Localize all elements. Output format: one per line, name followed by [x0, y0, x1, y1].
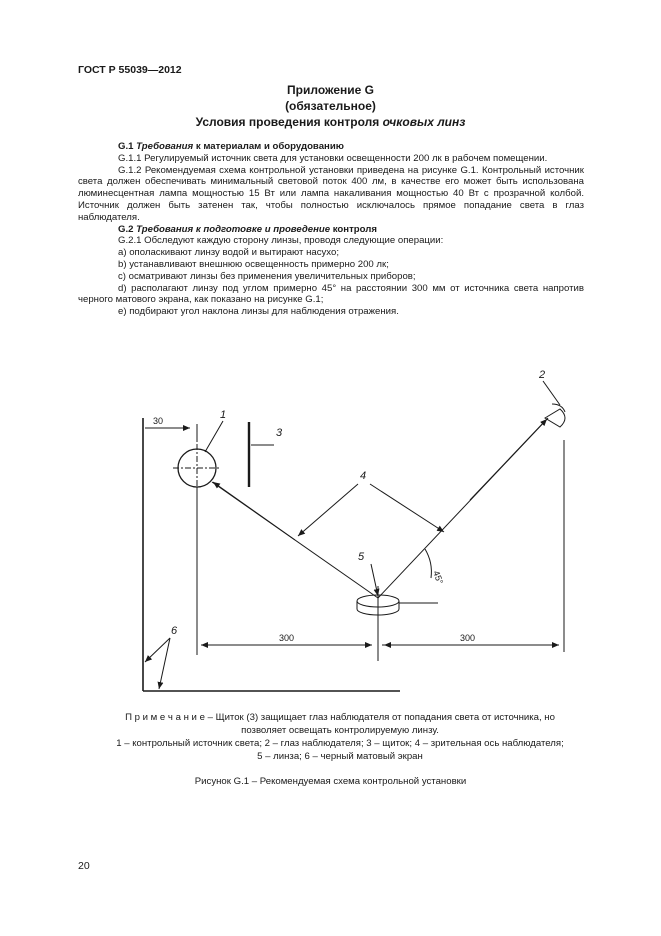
- arrow-to-source: [213, 482, 295, 540]
- figure-caption: Рисунок G.1 – Рекомендуемая схема контрольной установки: [194, 776, 467, 787]
- note-prefix: П р и м е ч а н и е: [125, 712, 205, 723]
- angle-label: 45°: [431, 569, 446, 586]
- section-g1-number: G.1: [118, 141, 137, 152]
- section-g2-title-italic2: подготовке и проведение: [203, 223, 331, 235]
- dimension-300-left: 300: [279, 633, 295, 643]
- label-1-leader: [205, 421, 223, 452]
- arrow-to-eye: [470, 419, 547, 500]
- section-g1-title-italic: Требования: [136, 141, 194, 152]
- subtitle-plain: Условия проведения контроля: [195, 115, 383, 129]
- label-4-leader-left: [298, 484, 358, 536]
- paragraph-g1-2: G.1.2 Рекомендуемая схема контрольной установки приведена на рисунке G.1. Контрольный источник света должен обеспечивать минимальный световой поток 400 лм, в качестве его может быть использована люминесцентная лампа мощностью 15 Вт или лампа накаливания мощностью 40 Вт с прозрачной колбой. Источник должен быть затенен так, чтобы полностью исключалось прямое попадание света в глаз наблюдателя.: [78, 164, 584, 223]
- label-3: 3: [276, 427, 283, 439]
- appendix-status: (обязательное): [285, 99, 376, 113]
- section-g2-title-italic1: Требования: [136, 223, 194, 235]
- list-item: d) располагают линзу под углом примерно 45° на расстоянии 300 мм от источника света напротив черного матового экрана, как показано на рисунке G.1;: [78, 282, 584, 306]
- eye-leader: [543, 381, 560, 405]
- label-5: 5: [358, 551, 365, 563]
- page-number: 20: [78, 860, 90, 872]
- label-4: 4: [360, 470, 367, 482]
- note-line-2: позволяет освещать контролируемую линзу.: [241, 725, 439, 736]
- eyelid: [552, 404, 565, 412]
- dimension-30: 30: [153, 416, 164, 426]
- dimension-300-right: 300: [460, 633, 476, 643]
- list-item: b) устанавливают внешнюю освещенность примерно 200 лк;: [118, 258, 389, 270]
- list-item: с) осматривают линзы без применения увеличительных приборов;: [118, 270, 416, 282]
- subtitle-italic: очковых линз: [382, 115, 466, 129]
- paragraph-g1-1: G.1.1 Регулируемый источник света для установки освещенности 200 лк в рабочем помещении.: [118, 152, 548, 164]
- label-6: 6: [171, 625, 178, 637]
- appendix-title: Приложение G: [287, 83, 374, 97]
- section-g1-title-rest: к материалам и оборудованию: [193, 141, 344, 152]
- label-4-leader-right: [370, 484, 444, 532]
- label-1: 1: [220, 409, 227, 421]
- note-line-1: [60, 711, 620, 724]
- paragraph-g2-1: G.2.1 Обследуют каждую сторону линзы, проводя следующие операции:: [118, 235, 444, 247]
- legend-line-1: 1 – контрольный источник света; 2 – глаз наблюдателя; 3 – щиток; 4 – зрительная ось наблюдателя;: [116, 738, 564, 749]
- label-6-leader-2: [159, 638, 170, 689]
- legend-line-2: 5 – линза; 6 – черный матовый экран: [257, 751, 423, 762]
- angle-arc: [425, 549, 431, 578]
- list-item: а) ополаскивают линзу водой и вытирают насухо;: [118, 247, 339, 259]
- section-g2-title-mid: к: [193, 223, 204, 235]
- label-2: 2: [539, 369, 546, 381]
- section-g2-number: G.2: [118, 223, 137, 235]
- lens-leader: [371, 564, 378, 596]
- document-header: ГОСТ Р 55039—2012: [78, 64, 182, 76]
- note-text-1: – Щиток (3) защищает глаз наблюдателя от попадания света от источника, но: [204, 712, 555, 723]
- label-6-leader-1: [145, 638, 170, 662]
- list-item: е) подбирают угол наклона линзы для наблюдения отражения.: [118, 306, 399, 318]
- section-g2-title-rest: контроля: [330, 223, 377, 235]
- figure-note: [60, 711, 620, 763]
